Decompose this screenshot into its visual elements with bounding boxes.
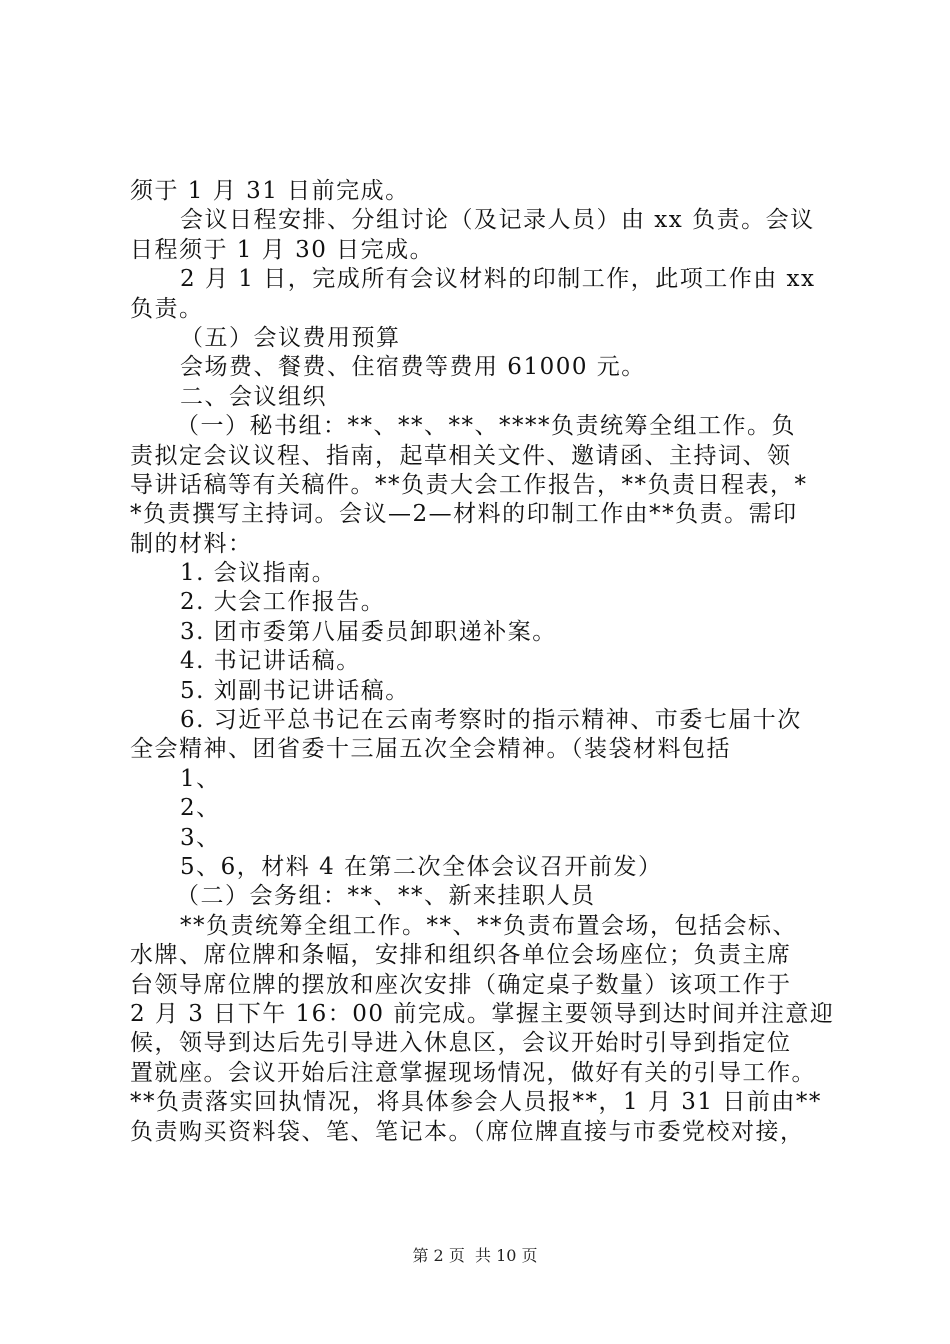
list-item: 3. 团市委第八届委员卸职递补案。 bbox=[180, 618, 557, 645]
text-line: 台领导席位牌的摆放和座次安排（确定桌子数量）该项工作于 bbox=[130, 971, 792, 998]
section-heading: （二）会务组：**、**、新来挂职人员 bbox=[176, 883, 596, 910]
text-line: （一）秘书组：**、**、**、****负责统筹全组工作。负 bbox=[176, 413, 796, 440]
section-heading: 二、会议组织 bbox=[180, 383, 327, 410]
list-item: 1. 会议指南。 bbox=[180, 560, 337, 587]
text-line: 导讲话稿等有关稿件。**负责大会工作报告，**负责日程表，* bbox=[130, 471, 808, 498]
list-item: 2. 大会工作报告。 bbox=[180, 589, 386, 616]
section-heading: （五）会议费用预算 bbox=[180, 324, 401, 351]
text-line: 全会精神、团省委十三届五次全会精神。（装袋材料包括 bbox=[130, 736, 731, 763]
text-line: 候，领导到达后先引导进入休息区，会议开始时引导到指定位 bbox=[130, 1030, 792, 1057]
text-line: **负责落实回执情况，将具体参会人员报**，1 月 31 日前由** bbox=[130, 1089, 822, 1116]
text-line: 日程须于 1 月 30 日完成。 bbox=[130, 236, 435, 263]
text-line: 置就座。会议开始后注意掌握现场情况，做好有关的引导工作。 bbox=[130, 1059, 816, 1086]
text-line: 会议日程安排、分组讨论（及记录人员）由 xx 负责。会议 bbox=[180, 207, 815, 234]
text-line: 会场费、餐费、住宿费等费用 61000 元。 bbox=[180, 354, 646, 381]
text-line: 2 月 3 日下午 16：00 前完成。掌握主要领导到达时间并注意迎 bbox=[130, 1000, 835, 1027]
list-item: 2、 bbox=[180, 795, 221, 822]
list-item: 3、 bbox=[180, 824, 221, 851]
list-item: 4. 书记讲话稿。 bbox=[180, 648, 361, 675]
text-line: **负责统筹全组工作。**、**负责布置会场，包括会标、 bbox=[180, 912, 797, 939]
text-line: 责拟定会议议程、指南，起草相关文件、邀请函、主持词、领 bbox=[130, 442, 792, 469]
text-line: *负责撰写主持词。会议—2—材料的印制工作由**负责。需印 bbox=[130, 501, 798, 528]
list-item: 1、 bbox=[180, 765, 221, 792]
text-line: 2 月 1 日，完成所有会议材料的印制工作，此项工作由 xx bbox=[180, 266, 816, 293]
text-line: 负责。 bbox=[130, 295, 204, 322]
document-body bbox=[130, 177, 835, 1147]
text-line: 水牌、席位牌和条幅，安排和组织各单位会场座位；负责主席 bbox=[130, 942, 792, 969]
page-footer: 第 2 页 共 10 页 bbox=[412, 1246, 538, 1265]
list-item: 5、6，材料 4 在第二次全体会议召开前发） bbox=[180, 853, 663, 880]
text-line: 须于 1 月 31 日前完成。 bbox=[130, 178, 410, 204]
list-item: 5. 刘副书记讲话稿。 bbox=[180, 677, 410, 704]
text-line: 负责购买资料袋、笔、笔记本。（席位牌直接与市委党校对接， bbox=[130, 1118, 805, 1145]
text-line: 制的材料： bbox=[130, 530, 253, 557]
list-item: 6. 习近平总书记在云南考察时的指示精神、市委七届十次 bbox=[180, 707, 802, 734]
